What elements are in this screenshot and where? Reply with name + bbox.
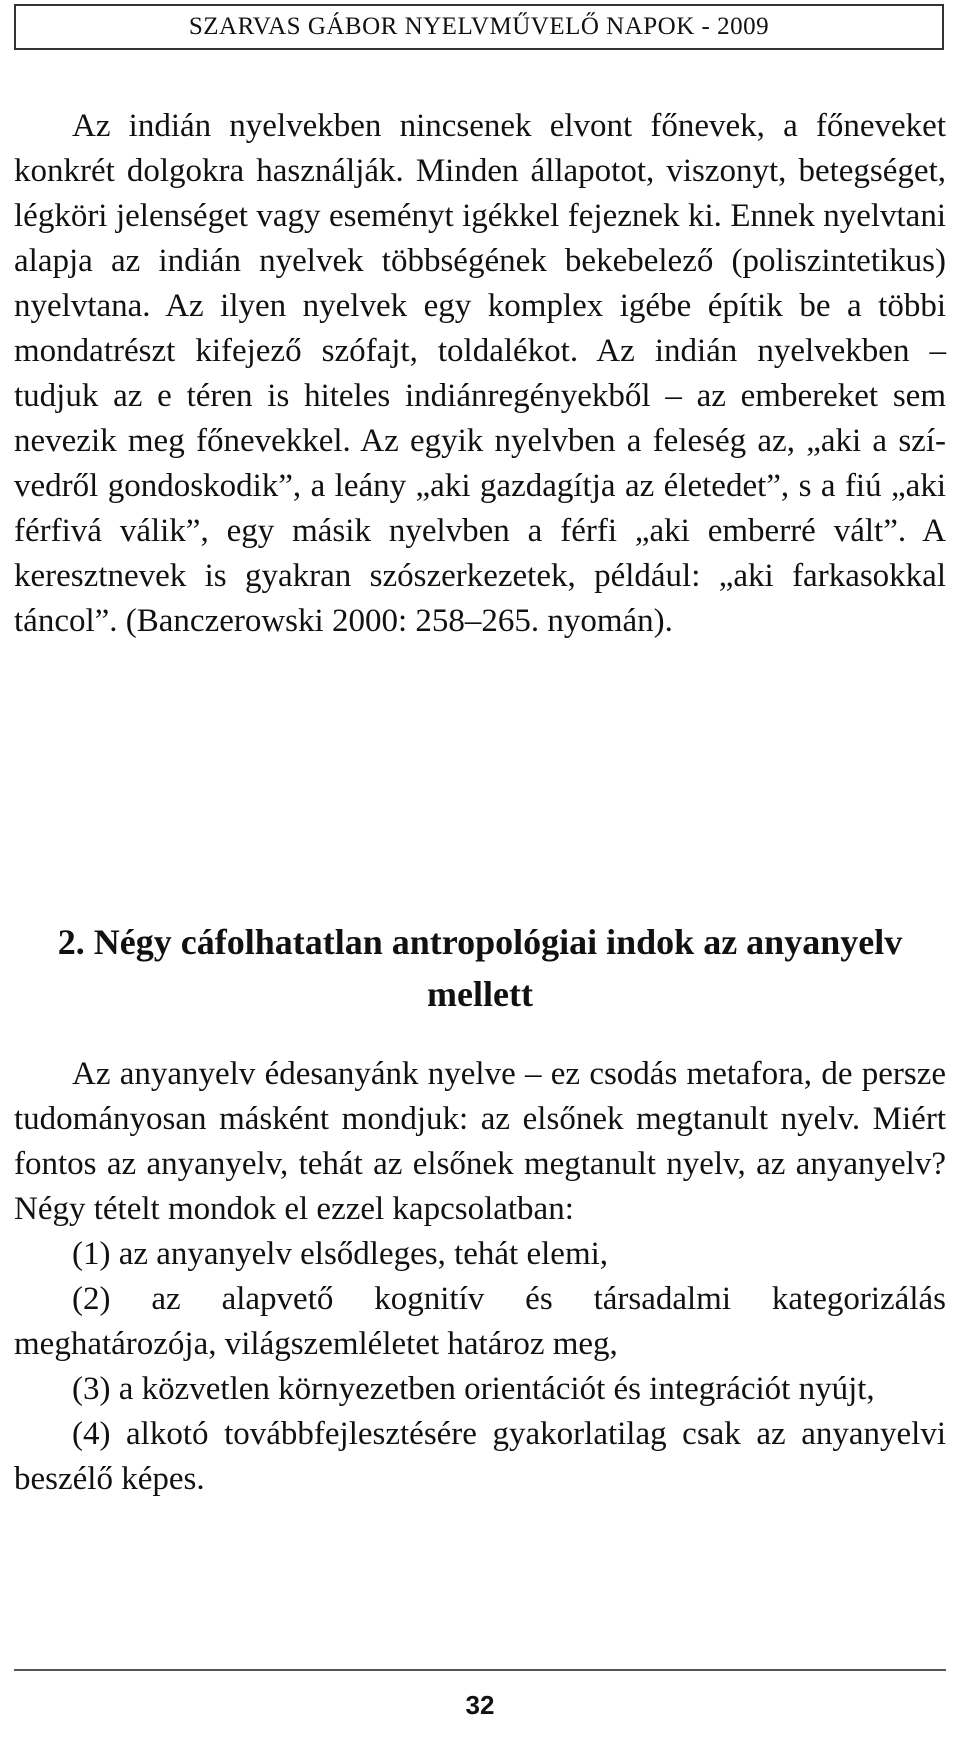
paragraph-text: Az indián nyelvekben nincsenek elvont főnevek, a főneveket konkrét dolgokra használják. Minden állapotot, viszonyt, betegséget, légköri jelenséget vagy eseményt igékkel fejeznek ki. Ennek nyelvtani alapja az indián nyelvek többségének bekebelező (poliszintetikus) nyelvtana. Az ilyen nyelvek egy komplex igébe építik be a többi mondatrészt kifejező szófajt, toldalékot. Az indián nyelvekben – tudjuk az e téren is hiteles indiánregényekből – az embereket sem nevezik meg főnevekkel. Az egyik nyelvben a feleség az, „aki a szívedről gondoskodik”, a leány „aki gazdagítja az életedet”, s a fiú „aki férfivá válik”, egy másik nyelvben a férfi „aki emberré vált”. A keresztnevek is gyakran szószerkezetek, például: „aki farkasokkal táncol”. (Banczerowski 2000: 258–265. nyomán). xyxy=(14,108,946,639)
footer-divider xyxy=(14,1669,946,1671)
list-item-3: (3) a közvetlen környezetben orientációt és integrációt nyújt, xyxy=(72,1371,875,1407)
running-header-title: SZARVAS GÁBOR NYELVMŰVELŐ NAPOK - 2009 xyxy=(188,13,770,40)
section-heading: 2. Négy cáfolhatatlan antropológiai indok az anyanyelv mellett xyxy=(57,922,903,1014)
list-item-2: (2) az alapvető kognitív és társadalmi kategorizálás meghatározója, világszemléletet határoz meg, xyxy=(14,1281,946,1362)
list-item-4: (4) alkotó továbbfejlesztésére gyakorlatilag csak az anyanyelvi beszélő képes. xyxy=(14,1416,946,1497)
running-header xyxy=(14,4,944,50)
page-number: 32 xyxy=(465,1690,495,1720)
list-item-1: (1) az anyanyelv elsődleges, tehát elemi, xyxy=(72,1236,609,1272)
paragraph-intro: Az anyanyelv édesanyánk nyelve – ez csodás metafora, de persze tudományosan másként mondjuk: az elsőnek megtanult nyelv. Miért fontos az anyanyelv, tehát az elsőnek megtanult nyelv, az anyanyelv? Négy tételt mondok el ezzel kapcsolatban: xyxy=(14,1056,946,1227)
body-paragraph-indian-languages xyxy=(14,104,946,644)
body-paragraph-mother-tongue xyxy=(14,1052,946,1502)
